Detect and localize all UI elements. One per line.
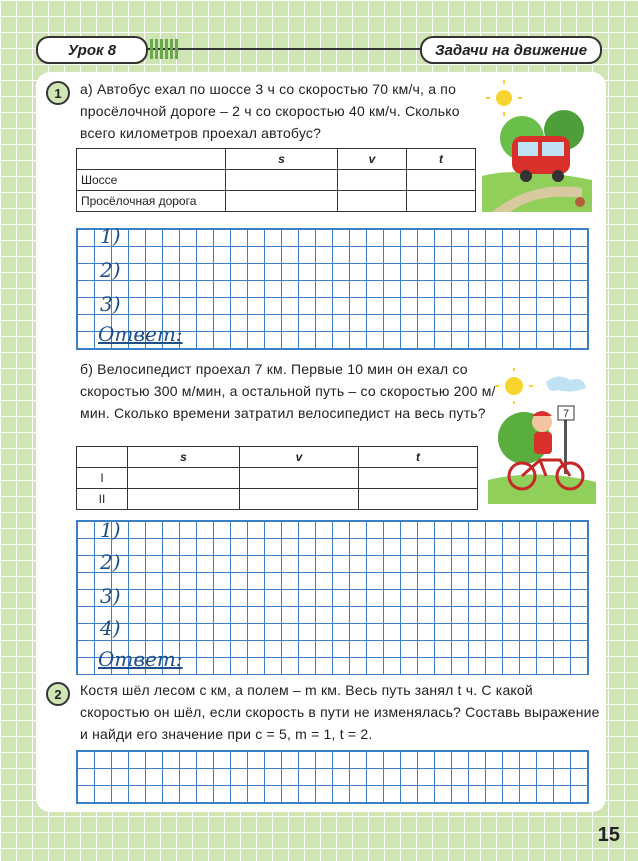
distance-sign-label: 7 — [562, 408, 570, 420]
step-2-label: 2) — [100, 550, 121, 574]
task-1b-text: б) Велосипедист проехал 7 км. Первые 10 мин он ехал со скоростью 300 м/мин, а остальной путь – со скоростью 200 м/мин. Сколько времени затратил велосипедист на весь путь? — [80, 361, 496, 421]
page-number: 15 — [597, 824, 620, 846]
task-2-number: 2 — [46, 682, 70, 706]
answer-cell[interactable] — [226, 191, 338, 212]
task-1-number: 1 — [46, 81, 70, 105]
answer-cell[interactable] — [226, 170, 338, 191]
answer-cell[interactable] — [338, 191, 407, 212]
task-2-text: Костя шёл лесом c км, а полем – m км. Весь путь занял t ч. С какой скоростью он шёл, если скорость в пути не изменялась? Составь выражение и найди его значение при c = 5, m = 1, t = 2. — [80, 682, 600, 742]
step-2-label: 2) — [100, 258, 121, 282]
answer-cell[interactable] — [128, 468, 240, 489]
topic-label: Задачи на движение — [420, 36, 602, 64]
task-1a-text: а) Автобус ехал по шоссе 3 ч со скоростью 70 км/ч, а по просёлочной дороге – 2 ч со скоростью 40 км/ч. Сколько всего километров проехал автобус? — [80, 81, 460, 141]
header-cell-v: v — [338, 149, 407, 170]
answer-cell[interactable] — [240, 489, 359, 510]
answer-label: Ответ: — [98, 647, 183, 671]
cyclist-illustration — [488, 368, 596, 504]
step-4-label: 4) — [100, 616, 121, 640]
answer-label: Ответ: — [98, 322, 183, 346]
step-1-label: 1) — [100, 518, 121, 542]
header-cell-v: v — [240, 447, 359, 468]
content-panel — [36, 72, 606, 812]
header-cell-t: t — [407, 149, 476, 170]
header-cell-blank — [77, 149, 226, 170]
sun-icon — [505, 377, 523, 395]
answer-cell[interactable] — [407, 191, 476, 212]
bus-illustration — [482, 80, 592, 212]
answer-cell[interactable] — [128, 489, 240, 510]
answer-cell[interactable] — [359, 489, 478, 510]
answer-cell[interactable] — [407, 170, 476, 191]
row-label: Просёлочная дорога — [77, 191, 226, 212]
answer-cell[interactable] — [338, 170, 407, 191]
answer-cell[interactable] — [240, 468, 359, 489]
step-1-label: 1) — [100, 224, 121, 248]
header-cell-s: s — [226, 149, 338, 170]
task-2-answer-grid[interactable] — [76, 750, 589, 804]
answer-cell[interactable] — [359, 468, 478, 489]
lesson-label: Урок 8 — [36, 36, 148, 64]
header-cell-t: t — [359, 447, 478, 468]
header-stripes — [150, 39, 210, 59]
page-header — [36, 36, 602, 62]
row-label: I — [77, 468, 128, 489]
row-label: II — [77, 489, 128, 510]
task-1a-table — [76, 148, 476, 212]
header-cell-blank — [77, 447, 128, 468]
task-1b-table — [76, 446, 478, 510]
row-label: Шоссе — [77, 170, 226, 191]
sun-icon — [496, 90, 512, 106]
step-3-label: 3) — [100, 584, 121, 608]
step-3-label: 3) — [100, 292, 121, 316]
header-cell-s: s — [128, 447, 240, 468]
